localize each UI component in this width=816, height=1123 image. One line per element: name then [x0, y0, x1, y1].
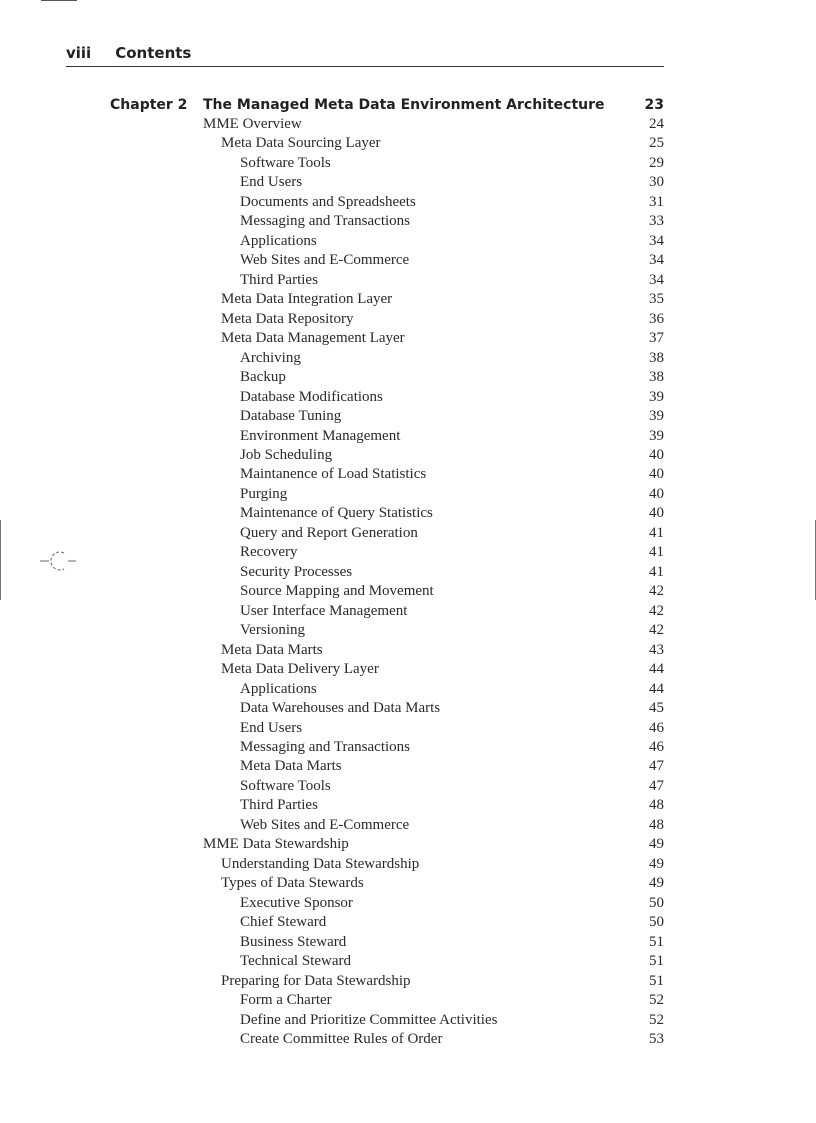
crop-line-left — [0, 520, 1, 600]
toc-entry-page: 53 — [649, 1031, 664, 1048]
toc-entry-page: 50 — [649, 914, 664, 931]
toc-entry[interactable] — [203, 271, 664, 290]
toc-entry-title: Database Modifications — [240, 388, 383, 405]
toc-entry-page: 35 — [649, 291, 664, 308]
toc-entry-page: 46 — [649, 739, 664, 755]
toc-entry-title: Understanding Data Stewardship — [221, 855, 420, 872]
toc-entry[interactable] — [203, 232, 664, 251]
toc-entry-title: Form a Charter — [240, 992, 332, 1009]
toc-entry-title: Types of Data Stewards — [221, 875, 364, 892]
toc-entry-page: 49 — [649, 855, 664, 872]
chapter-page-number: 23 — [644, 97, 664, 113]
toc-entry-page: 24 — [649, 116, 664, 132]
chapter-entry[interactable] — [110, 95, 664, 115]
toc-entry-title: Define and Prioritize Committee Activities — [240, 1011, 498, 1028]
toc-entry[interactable] — [203, 407, 664, 426]
running-head — [66, 44, 664, 67]
toc-entry-page: 41 — [649, 524, 664, 541]
toc-entry[interactable] — [203, 329, 664, 348]
toc-entry[interactable] — [203, 874, 664, 893]
toc-entry-title: End Users — [240, 719, 303, 736]
toc-entry-page: 34 — [649, 252, 664, 269]
toc-entry-page: 43 — [649, 641, 664, 658]
toc-entry[interactable] — [203, 602, 664, 621]
toc-entry-page: 52 — [649, 1011, 664, 1028]
toc-entry-page: 29 — [649, 154, 664, 171]
toc-entry[interactable] — [203, 621, 664, 640]
toc-entry-page: 51 — [649, 933, 664, 950]
chapter-label: Chapter 2 — [110, 97, 188, 113]
toc-entry[interactable] — [203, 835, 664, 854]
toc-entry-title: Backup — [240, 369, 286, 386]
toc-entry-title: End Users — [240, 174, 303, 191]
toc-entry-page: 36 — [649, 310, 664, 327]
toc-entry[interactable] — [203, 388, 664, 407]
toc-entry-page: 51 — [649, 953, 664, 970]
toc-entry-page: 49 — [649, 836, 664, 853]
toc-entry[interactable] — [203, 504, 664, 523]
toc-entry[interactable] — [203, 641, 664, 660]
toc-entry-page: 52 — [649, 992, 664, 1009]
toc-entry-title: Preparing for Data Stewardship — [221, 972, 411, 989]
toc-entry-title: Software Tools — [240, 777, 331, 794]
toc-entry-title: Recovery — [240, 544, 298, 561]
toc-entry-title: Messaging and Transactions — [240, 739, 410, 755]
toc-entry[interactable] — [203, 349, 664, 368]
toc-entry-page: 39 — [649, 408, 664, 425]
toc-entry-page: 41 — [649, 563, 664, 580]
toc-entry-page: 45 — [649, 700, 664, 717]
toc-entry[interactable] — [203, 1011, 664, 1030]
toc-entry-page: 40 — [649, 505, 664, 522]
toc-entry-page: 47 — [649, 758, 664, 775]
toc-entry-page: 42 — [649, 622, 664, 639]
toc-entry-title: Technical Steward — [240, 953, 351, 970]
toc-entry[interactable] — [203, 485, 664, 504]
toc-entry-title: Chief Steward — [240, 914, 327, 931]
toc-entry[interactable] — [203, 933, 664, 952]
toc-entry-title: Versioning — [240, 622, 305, 639]
toc-entry-page: 40 — [649, 485, 664, 502]
toc-entry-page: 31 — [649, 193, 664, 210]
toc-entry[interactable] — [203, 368, 664, 387]
toc-entry-title: Business Steward — [240, 933, 347, 950]
toc-entry-title: Meta Data Sourcing Layer — [221, 135, 381, 152]
toc-entry-title: Meta Data Marts — [221, 641, 323, 658]
page-folio: viii — [66, 44, 92, 62]
toc-entry[interactable] — [203, 193, 664, 212]
toc-entry[interactable] — [203, 427, 664, 446]
toc-entry[interactable] — [203, 212, 664, 231]
toc-entry[interactable] — [203, 894, 664, 913]
toc-entry-title: Data Warehouses and Data Marts — [240, 700, 441, 717]
toc-entry-title: Maintenance of Query Statistics — [240, 505, 433, 522]
toc-entry-title: Purging — [240, 485, 288, 502]
toc-entry-page: 41 — [649, 544, 664, 561]
toc-entry-title: MME Data Stewardship — [203, 836, 349, 853]
toc-entry[interactable] — [203, 719, 664, 738]
toc-entry[interactable] — [203, 524, 664, 543]
toc-entry-page: 40 — [649, 446, 664, 463]
toc-entry-page: 30 — [649, 174, 664, 191]
toc-entry-title: Meta Data Repository — [221, 310, 354, 327]
toc-entry[interactable] — [203, 582, 664, 601]
toc-entry[interactable] — [203, 543, 664, 562]
toc-entry-title: Executive Sponsor — [240, 894, 353, 911]
toc-entry[interactable] — [203, 952, 664, 971]
toc-entry[interactable] — [203, 913, 664, 932]
toc-entry[interactable] — [203, 1030, 664, 1049]
toc-entry[interactable] — [203, 310, 664, 329]
toc-entry[interactable] — [203, 738, 664, 757]
toc-entry-page: 33 — [649, 213, 664, 230]
toc-entry-title: Third Parties — [240, 797, 318, 814]
toc-entry-title: Query and Report Generation — [240, 524, 418, 541]
toc-entry[interactable] — [203, 816, 664, 835]
toc-entry[interactable] — [203, 563, 664, 582]
crop-mark-top — [41, 0, 77, 1]
toc-entry-title: Software Tools — [240, 154, 331, 171]
toc-entry-title: User Interface Management — [240, 602, 408, 619]
toc-entry-title: Database Tuning — [240, 408, 342, 425]
toc-entry-title: Applications — [240, 680, 317, 697]
toc-entry[interactable] — [203, 757, 664, 776]
toc-entry[interactable] — [203, 777, 664, 796]
toc-entry[interactable] — [203, 115, 664, 134]
toc-entry-title: Messaging and Transactions — [240, 213, 410, 230]
toc-entry[interactable] — [203, 972, 664, 991]
toc-list — [203, 115, 664, 1050]
toc-entry-page: 44 — [649, 661, 664, 678]
toc-entry-page: 39 — [649, 427, 664, 444]
toc-entry[interactable] — [203, 660, 664, 679]
toc-entry-page: 44 — [649, 680, 664, 697]
toc-entry-title: Documents and Spreadsheets — [240, 193, 416, 210]
chapter-title: The Managed Meta Data Environment Architecture — [203, 97, 605, 113]
toc-entry-page: 34 — [649, 271, 664, 288]
toc-entry-title: Meta Data Integration Layer — [221, 291, 393, 308]
toc-entry[interactable] — [203, 855, 664, 874]
toc-entry[interactable] — [203, 699, 664, 718]
toc-entry-page: 46 — [649, 719, 664, 736]
toc-entry-title: Web Sites and E-Commerce — [240, 816, 410, 833]
toc-entry-page: 37 — [649, 330, 664, 347]
toc-entry-title: Meta Data Delivery Layer — [221, 661, 379, 678]
toc-entry-title: Archiving — [240, 349, 301, 366]
toc-entry-page: 50 — [649, 894, 664, 911]
toc-entry-page: 25 — [649, 135, 664, 152]
toc-entry[interactable] — [203, 134, 664, 153]
toc-entry-page: 34 — [649, 232, 664, 249]
registration-mark-icon — [40, 549, 80, 573]
toc-entry[interactable] — [203, 796, 664, 815]
toc-entry-page: 49 — [649, 875, 664, 892]
toc-entry[interactable] — [203, 251, 664, 270]
toc-entry-page: 47 — [649, 777, 664, 794]
toc-entry-title: Environment Management — [240, 427, 401, 444]
toc-entry-page: 39 — [649, 388, 664, 405]
toc-entry-page: 42 — [649, 583, 664, 600]
toc-entry[interactable] — [203, 446, 664, 465]
running-head-title: Contents — [115, 44, 192, 62]
toc-entry-page: 42 — [649, 602, 664, 619]
toc-entry[interactable] — [203, 991, 664, 1010]
toc-entry-title: Create Committee Rules of Order — [240, 1031, 443, 1048]
toc-entry-page: 51 — [649, 972, 664, 989]
toc-entry-title: Web Sites and E-Commerce — [240, 252, 410, 269]
toc-entry-title: Maintanence of Load Statistics — [240, 466, 427, 483]
toc-entry-title: Meta Data Management Layer — [221, 330, 405, 347]
toc-entry[interactable] — [203, 173, 664, 192]
toc-entry-page: 38 — [649, 349, 664, 366]
toc-entry-title: Meta Data Marts — [240, 758, 342, 775]
toc-entry-title: Job Scheduling — [240, 446, 333, 463]
toc-entry[interactable] — [203, 680, 664, 699]
toc-entry-page: 40 — [649, 466, 664, 483]
toc-entry-title: Security Processes — [240, 563, 353, 580]
toc-entry-title: MME Overview — [203, 116, 302, 132]
toc-entry-title: Third Parties — [240, 271, 318, 288]
toc-entry-page: 48 — [649, 816, 664, 833]
toc-entry-page: 38 — [649, 369, 664, 386]
toc-entry[interactable] — [203, 290, 664, 309]
toc-entry-title: Source Mapping and Movement — [240, 583, 434, 600]
toc-entry-title: Applications — [240, 232, 317, 249]
toc-entry[interactable] — [203, 154, 664, 173]
toc-entry-page: 48 — [649, 797, 664, 814]
toc-entry[interactable] — [203, 465, 664, 484]
